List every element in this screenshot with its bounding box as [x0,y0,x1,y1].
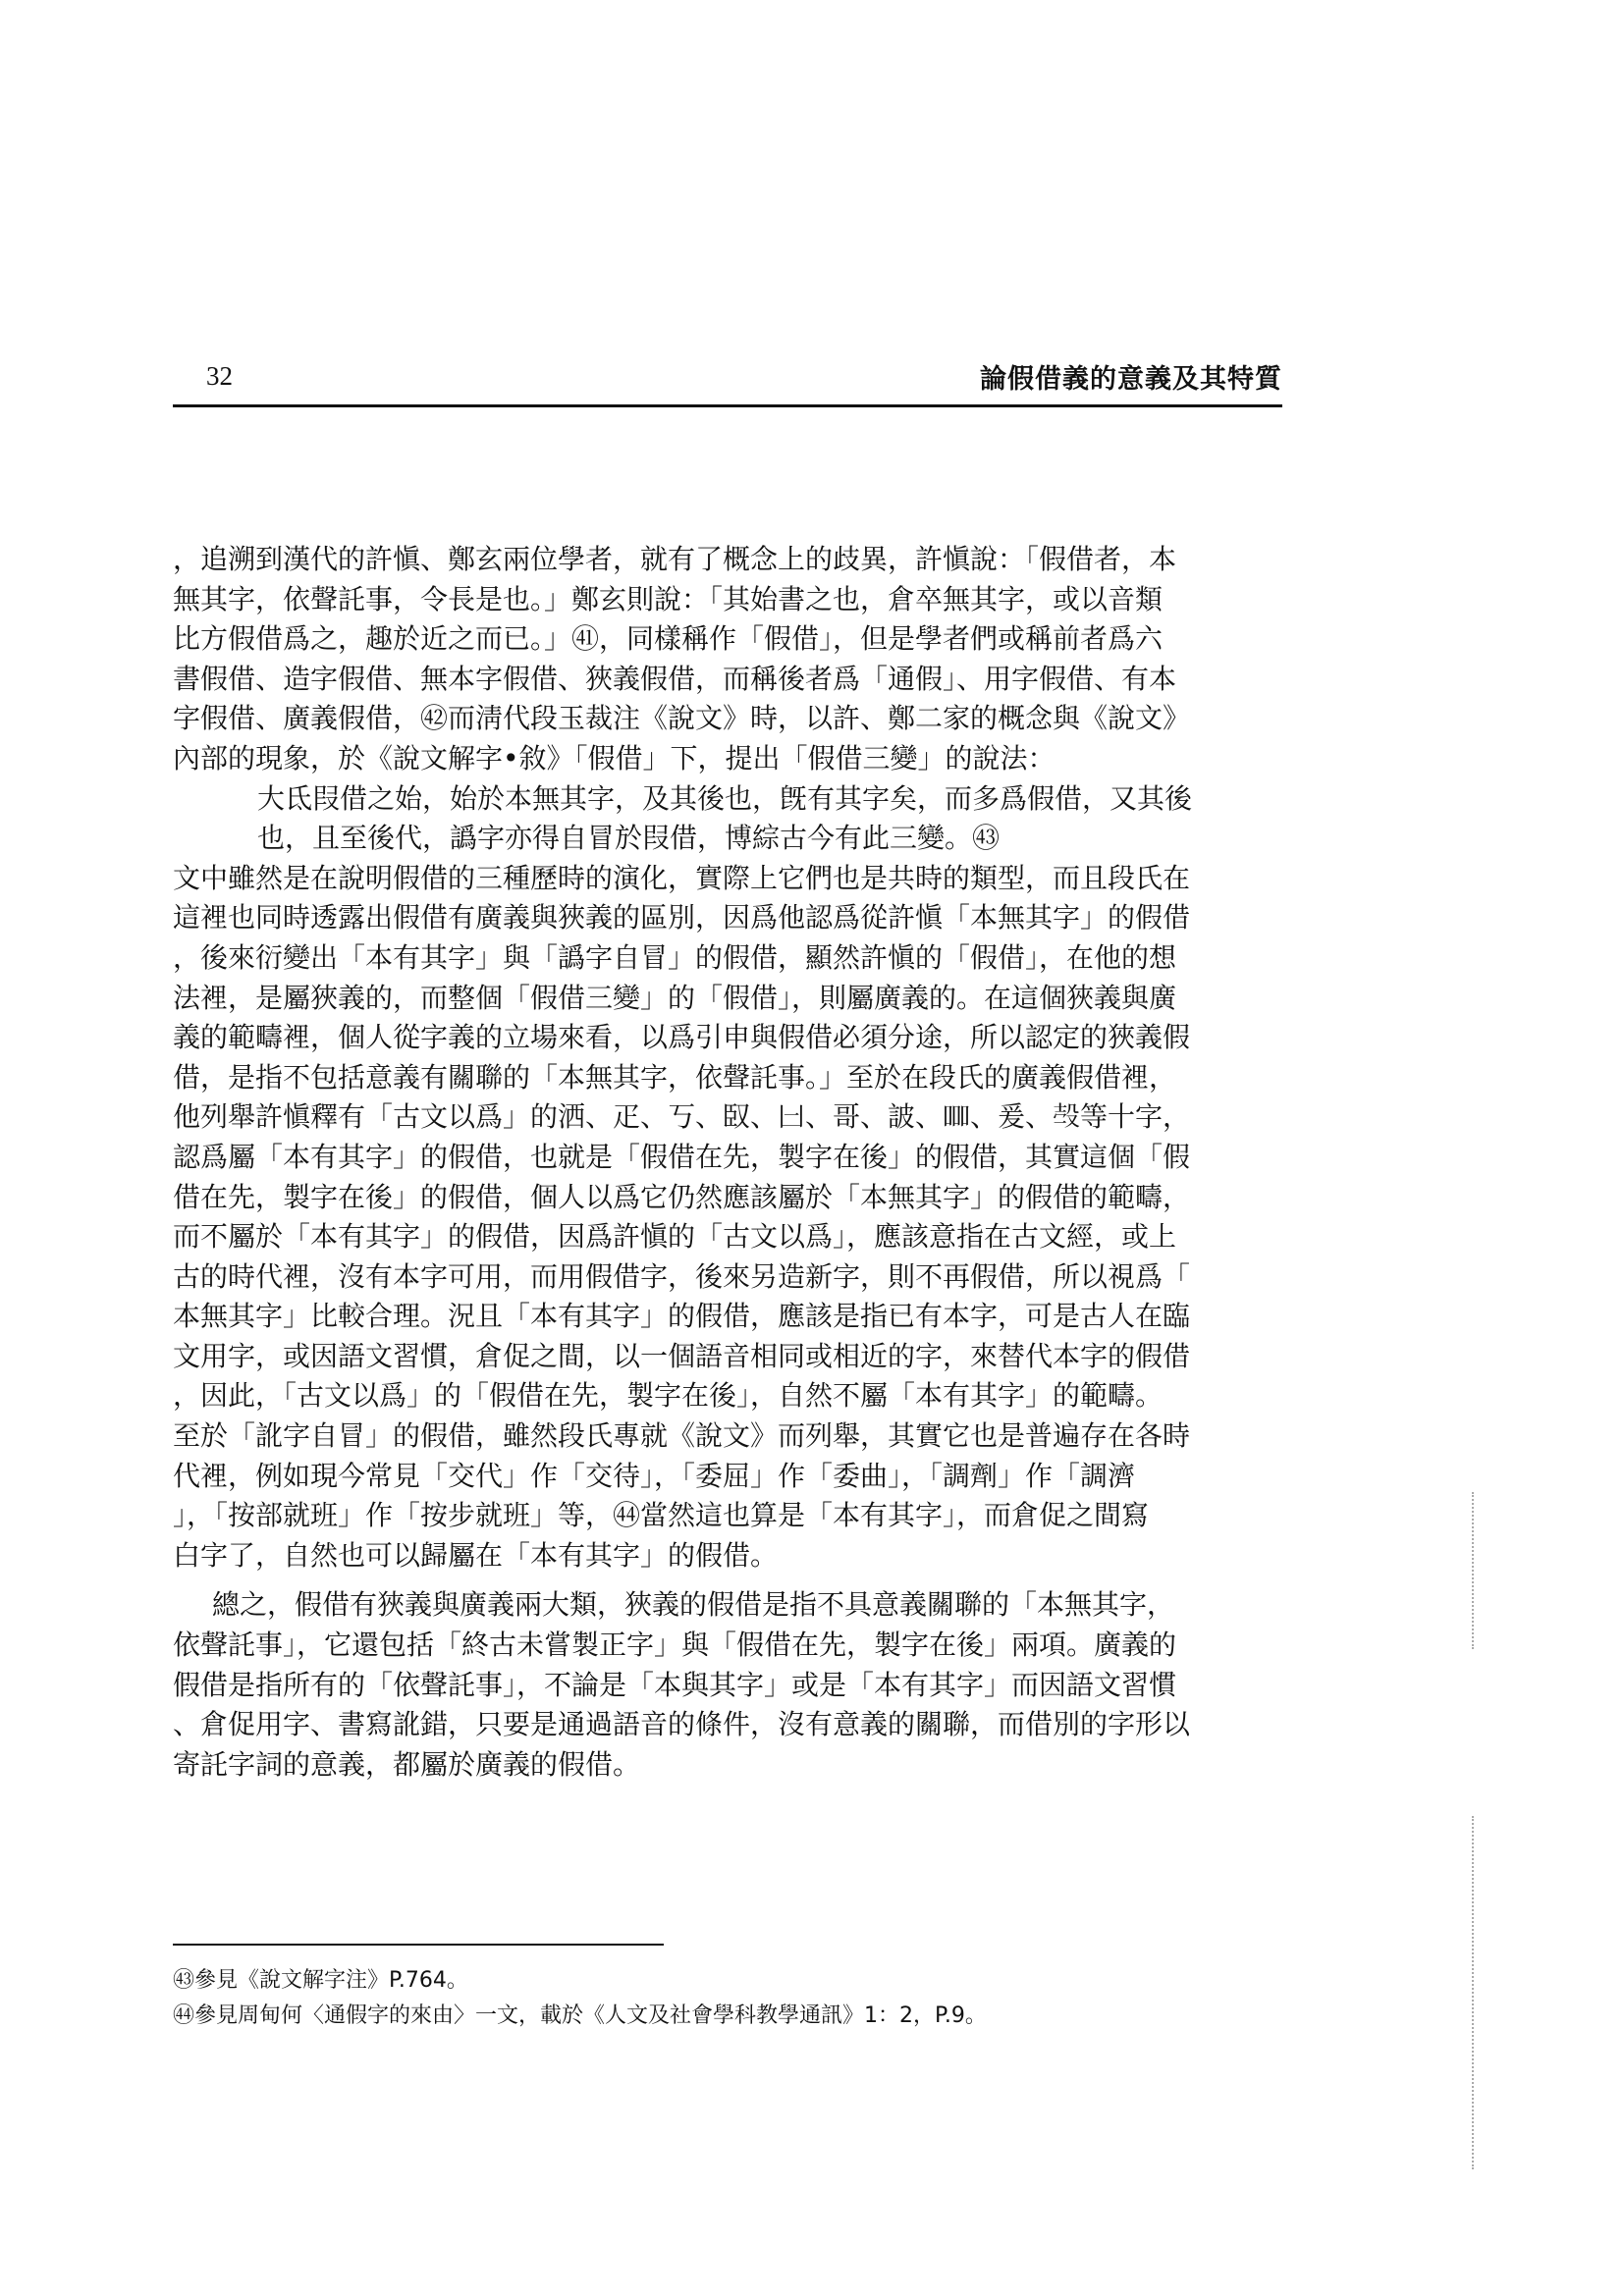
text-line: 」，「按部就班」作「按步就班」等，㊹當然這也算是「本有其字」，而倉促之間寫 [173,1499,1150,1532]
page-header [173,355,1282,407]
footnote: ㊸參見《說文解字注》P.764。 [173,1968,468,1993]
text-line: 寄託字詞的意義，都屬於廣義的假借。 [173,1747,641,1781]
text-line: 比方假借爲之，趣於近之而已。」㊶，同樣稱作「假借」，但是學者們或稱前者爲六 [173,622,1164,656]
scan-margin-mark [1472,1492,1474,1649]
text-line: 義的範疇裡，個人從字義的立場來看，以爲引申與假借必須分途，所以認定的狹義假 [173,1021,1191,1054]
text-line: 無其字，依聲託事，令長是也。」鄭玄則說：「其始書之也，倉卒無其字，或以音類 [173,582,1164,615]
running-title: 論假借義的意義及其特質 [980,364,1282,395]
text-line: 他列舉許愼釋有「古文以爲」的洒、疋、丂、臤、𠙵、哥、詖、𠱠、爰、𣪊等十字， [173,1100,1191,1134]
text-line: 至於「訛字自冒」的假借，雖然段氏專就《說文》而列舉，其實它也是普遍存在各時 [173,1419,1191,1453]
text-line: ，追溯到漢代的許愼、鄭玄兩位學者，就有了概念上的歧異，許愼說：「假借者，本 [173,543,1177,575]
text-line: 法裡，是屬狹義的，而整個「假借三變」的「假借」，則屬廣義的。在這個狹義與廣 [173,981,1177,1014]
body-text [173,540,1282,1785]
text-line: 古的時代裡，沒有本字可用，而用假借字，後來另造新字，則不再假借，所以視爲「 [173,1259,1191,1293]
text-line: 這裡也同時透露出假借有廣義與狹義的區別，因爲他認爲從許愼「本無其字」的假借 [173,901,1191,934]
paragraph-3 [173,1585,1282,1785]
footnotes [173,1963,1282,2034]
paragraph-1 [173,540,1282,779]
text-line: 而不屬於「本有其字」的假借，因爲許愼的「古文以爲」，應該意指在古文經，或上 [173,1220,1177,1254]
text-line: 白字了，自然也可以歸屬在「本有其字」的假借。 [173,1538,779,1572]
quote-line: 大氐叚借之始，始於本無其字，及其後也，旣有其字矣，而多爲假借，又其後 [257,781,1193,815]
footnote: ㊹參見周甸何〈通假字的來由〉一文，載於《人文及社會學科教學通訊》1：2，P.9。 [173,2003,987,2028]
text-line: 字假借、廣義假借，㊷而淸代段玉裁注《說文》時，以許、鄭二家的概念與《說文》 [173,702,1191,735]
text-line: 文用字，或因語文習慣，倉促之間，以一個語音相同或相近的字，來替代本字的假借 [173,1339,1191,1372]
text-line: 假借是指所有的「依聲託事」，不論是「本與其字」或是「本有其字」而因語文習慣 [173,1668,1177,1701]
text-line: 認爲屬「本有其字」的假借，也就是「假借在先，製字在後」的假借，其實這個「假 [173,1140,1191,1173]
text-line: 借在先，製字在後」的假借，個人以爲它仍然應該屬於「本無其字」的假借的範疇， [173,1180,1191,1213]
quote-line: 也，且至後代，譌字亦得自冒於叚借，博綜古今有此三變。㊸ [257,822,1001,855]
page-number: 32 [206,361,233,391]
block-quote [173,779,1282,859]
text-line: 、倉促用字、書寫訛錯，只要是通過語音的條件，沒有意義的關聯，而借別的字形以 [173,1708,1191,1741]
text-line: 依聲託事」，它還包括「終古未嘗製正字」與「假借在先，製字在後」兩項。廣義的 [173,1629,1177,1662]
text-line: 代裡，例如現今常見「交代」作「交待」，「委屈」作「委曲」，「調劑」作「調濟 [173,1459,1136,1492]
text-line: 借，是指不包括意義有關聯的「本無其字，依聲託事。」至於在段氏的廣義假借裡， [173,1060,1177,1094]
footnote-divider [173,1944,664,1946]
text-line: 文中雖然是在說明假借的三種歷時的演化，實際上它們也是共時的類型，而且段氏在 [173,861,1191,894]
text-line: 書假借、造字假借、無本字假借、狹義假借，而稱後者爲「通假」、用字假借、有本 [173,662,1177,695]
text-line: 本無其字」比較合理。況且「本有其字」的假借，應該是指已有本字，可是古人在臨 [173,1300,1191,1333]
text-line: 內部的現象，於《說文解字•敘》「假借」下，提出「假借三變」的說法： [173,741,1056,774]
paragraph-2 [173,859,1282,1576]
text-line: 總之，假借有狹義與廣義兩大類，狹義的假借是指不具意義關聯的「本無其字， [212,1588,1175,1622]
scan-margin-mark [1472,1816,1474,2169]
text-line: ，後來衍變出「本有其字」與「譌字自冒」的假借，顯然許愼的「假借」，在他的想 [173,940,1177,974]
text-line: ，因此，「古文以爲」的「假借在先，製字在後」，自然不屬「本有其字」的範疇。 [173,1379,1164,1413]
